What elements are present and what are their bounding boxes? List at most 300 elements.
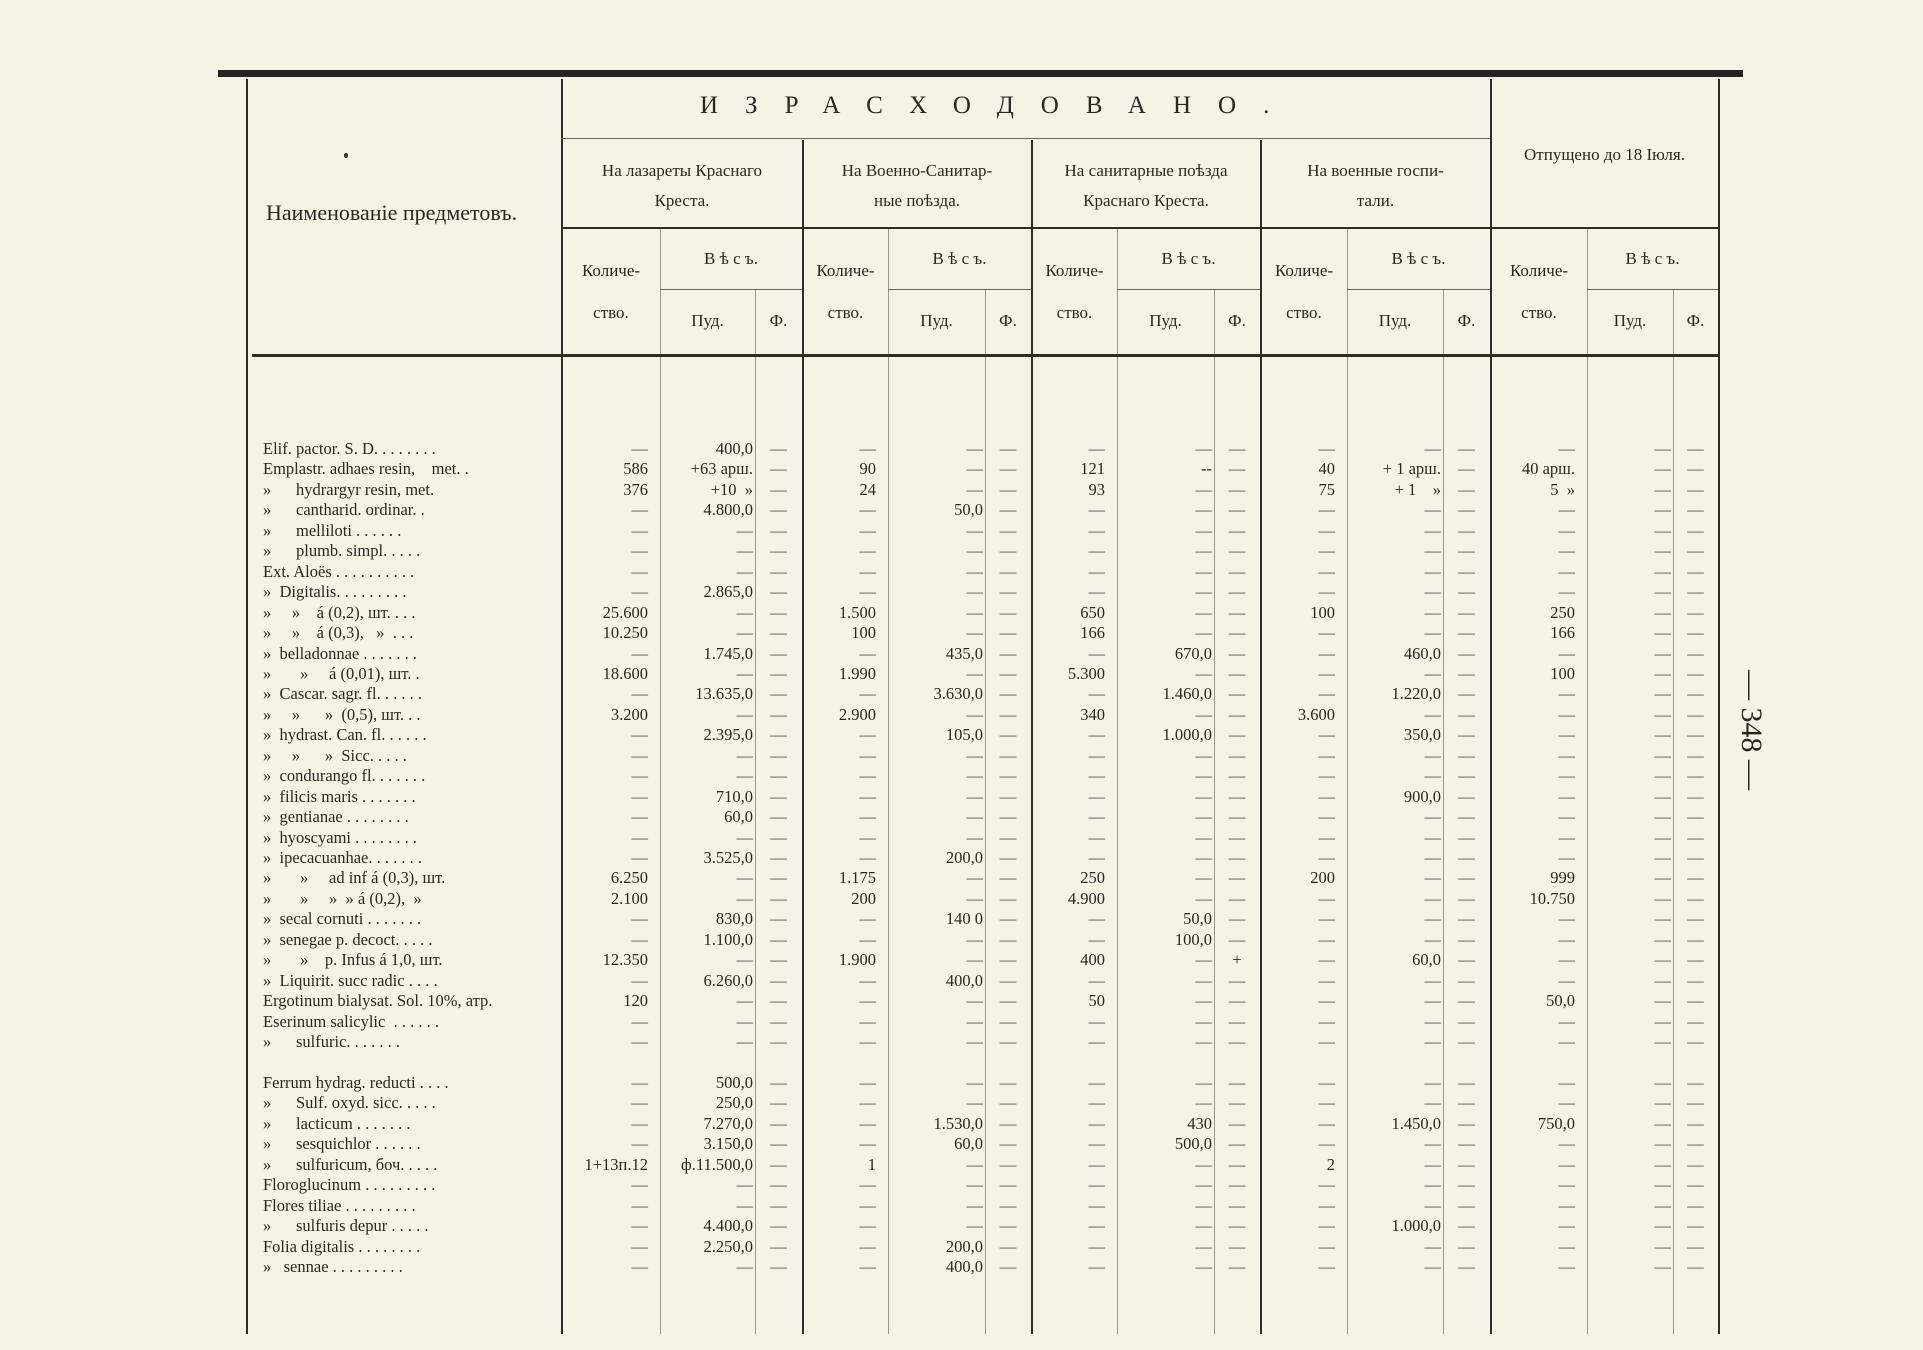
cell-value: — — [859, 991, 876, 1011]
item-name: » gentianae . . . . . . . . — [263, 807, 409, 827]
cell-value: 93 — [1088, 479, 1105, 499]
cell-value: — — [631, 1195, 648, 1215]
header-rule — [561, 138, 1490, 139]
cell-value: — — [966, 439, 983, 458]
cell-value: 250 — [1080, 868, 1105, 888]
cell-value: — — [770, 827, 787, 847]
cell-value: — — [859, 541, 876, 561]
cell-value: 4.400,0 — [703, 1216, 753, 1236]
cell-value: — — [966, 541, 983, 561]
table-row — [0, 889, 1923, 909]
cell-value: — — [1687, 561, 1704, 581]
item-name: » lacticum . . . . . . . — [263, 1113, 411, 1133]
cell-value: — — [859, 786, 876, 806]
cell-value: 200,0 — [945, 1236, 983, 1256]
cell-value: — — [999, 1072, 1017, 1092]
cell-value: — — [1424, 663, 1441, 683]
cell-value: — — [1318, 950, 1335, 970]
cell-value: — — [1195, 1216, 1212, 1236]
cell-value: — — [1687, 929, 1704, 949]
cell-value: — — [1654, 786, 1671, 806]
cell-value: — — [1318, 500, 1335, 520]
cell-value: — — [1654, 725, 1671, 745]
pud-header-4: Пуд. — [1378, 311, 1412, 330]
cell-value: — — [1654, 1093, 1671, 1113]
cell-value: — — [1424, 807, 1441, 827]
ink-dot — [344, 153, 348, 158]
cell-value: — — [859, 1093, 876, 1113]
cell-value: — — [770, 766, 787, 786]
item-name: » sesquichlor . . . . . . — [263, 1134, 421, 1154]
cell-value: — — [1228, 1236, 1246, 1256]
table-row — [0, 807, 1923, 827]
cell-value: — — [631, 745, 648, 765]
cell-value: — — [770, 1113, 787, 1133]
cell-value: — — [966, 1154, 983, 1174]
cell-value: — — [1088, 970, 1105, 990]
cell-value: 13.635,0 — [695, 684, 753, 704]
cell-value: — — [1195, 541, 1212, 561]
item-name: » » p. Infus á 1,0, шт. — [263, 950, 443, 970]
cell-value: — — [1318, 1175, 1335, 1195]
cell-value: — — [1424, 766, 1441, 786]
item-name: » » ad inf á (0,3), шт. — [263, 868, 446, 888]
cell-value: 1+13п.12 — [584, 1154, 648, 1174]
cell-value: 50,0 — [1183, 909, 1212, 929]
item-name: » filicis maris . . . . . . . — [263, 786, 416, 806]
cell-value: — — [770, 582, 787, 602]
cell-value: — — [1424, 868, 1441, 888]
cell-value: — — [1195, 663, 1212, 683]
cell-value: 376 — [623, 479, 648, 499]
cell-value: — — [1654, 1072, 1671, 1092]
group-header-4b: тали. — [1356, 191, 1395, 210]
cell-value: — — [631, 500, 648, 520]
table-row — [0, 1196, 1923, 1216]
cell-value: — — [770, 807, 787, 827]
cell-value: — — [1088, 909, 1105, 929]
item-name: Floroglucinum . . . . . . . . . — [263, 1175, 436, 1195]
qty-header-5-b: ство. — [1521, 303, 1557, 322]
cell-value: — — [1558, 541, 1575, 561]
cell-value: — — [1687, 848, 1704, 867]
cell-value: — — [1687, 909, 1704, 929]
cell-value: — — [1458, 807, 1475, 827]
cell-value: — — [1687, 582, 1704, 602]
cell-value: 100 — [1310, 602, 1335, 622]
cell-value: — — [1424, 848, 1441, 867]
cell-value: — — [1088, 1216, 1105, 1236]
cell-value: — — [631, 909, 648, 929]
cell-value: — — [1458, 1154, 1475, 1174]
cell-value: 10.750 — [1529, 888, 1575, 908]
cell-value: — — [999, 663, 1017, 683]
cell-value: — — [1195, 520, 1212, 540]
table-row — [0, 725, 1923, 745]
cell-value: — — [966, 479, 983, 499]
cell-value: — — [1458, 848, 1475, 867]
cell-value: 1.100,0 — [703, 929, 753, 949]
cell-value: — — [999, 848, 1017, 867]
cell-value: — — [1558, 1072, 1575, 1092]
cell-value: — — [1228, 1175, 1246, 1195]
cell-value: — — [999, 1195, 1017, 1215]
cell-value: — — [631, 970, 648, 990]
table-row — [0, 480, 1923, 500]
item-name: Ext. Aloës . . . . . . . . . . — [263, 561, 415, 581]
page-number: — 348 — — [1735, 670, 1768, 790]
cell-value: — — [966, 1195, 983, 1215]
cell-value: — — [1228, 1011, 1246, 1031]
item-name: » » » Sicc. . . . . — [263, 745, 407, 765]
cell-value: — — [1228, 745, 1246, 765]
cell-value: — — [859, 848, 876, 867]
cell-value: — — [736, 1032, 753, 1052]
cell-value: 1.500 — [838, 602, 876, 622]
cell-value: — — [631, 684, 648, 704]
cell-value: — — [999, 950, 1017, 970]
cell-value: — — [999, 704, 1017, 724]
cell-value: — — [770, 1072, 787, 1092]
cell-value: — — [966, 1216, 983, 1236]
cell-value: 166 — [1550, 623, 1575, 643]
cell-value: — — [1458, 520, 1475, 540]
cell-value: — — [1228, 725, 1246, 745]
qty-header-4-b: ство. — [1286, 303, 1322, 322]
cell-value: — — [1458, 459, 1475, 479]
cell-value: 1.990 — [838, 663, 876, 683]
cell-value: — — [631, 725, 648, 745]
cell-value: — — [1654, 704, 1671, 724]
cell-value: — — [1228, 1134, 1246, 1154]
cell-value: — — [1687, 827, 1704, 847]
cell-value: 1.000,0 — [1391, 1216, 1441, 1236]
cell-value: — — [1654, 991, 1671, 1011]
header-rule — [1347, 289, 1490, 290]
qty-header-1: Количе- — [581, 261, 641, 280]
cell-value: — — [736, 1257, 753, 1276]
cell-value: 100 — [851, 623, 876, 643]
cell-value: — — [1458, 704, 1475, 724]
item-name: Ferrum hydrag. reducti . . . . — [263, 1072, 449, 1092]
table-row — [0, 541, 1923, 561]
cell-value: 430 — [1187, 1113, 1212, 1133]
cell-value: — — [1654, 1175, 1671, 1195]
header-rule — [1587, 289, 1718, 290]
item-name: » » » (0,5), шт. . . — [263, 704, 421, 724]
cell-value: — — [1687, 643, 1704, 663]
item-column-header: Наименованіе предметовъ. — [266, 200, 518, 225]
cell-value: — — [999, 602, 1017, 622]
cell-value: — — [1687, 479, 1704, 499]
cell-value: — — [999, 459, 1017, 479]
item-name: » Digitalis. . . . . . . . . — [263, 582, 407, 602]
cell-value: — — [770, 991, 787, 1011]
cell-value: — — [999, 888, 1017, 908]
cell-value: — — [770, 561, 787, 581]
cell-value: — — [1088, 561, 1105, 581]
cell-value: — — [770, 1216, 787, 1236]
cell-value: — — [1687, 970, 1704, 990]
cell-value: — — [1088, 807, 1105, 827]
cell-value: — — [1318, 909, 1335, 929]
cell-value: 75 — [1318, 479, 1335, 499]
cell-value: ф.11.500,0 — [681, 1154, 753, 1174]
cell-value: — — [1424, 1134, 1441, 1154]
cell-value: — — [631, 1072, 648, 1092]
table-row — [0, 828, 1923, 848]
cell-value: — — [1195, 807, 1212, 827]
cell-value: — — [1654, 479, 1671, 499]
cell-value: — — [1318, 970, 1335, 990]
cell-value: — — [1424, 541, 1441, 561]
cell-value: — — [1687, 459, 1704, 479]
cell-value: — — [1558, 520, 1575, 540]
cell-value: — — [859, 970, 876, 990]
cell-value: — — [1654, 1236, 1671, 1256]
cell-value: — — [1654, 1113, 1671, 1133]
cell-value: — — [859, 684, 876, 704]
cell-value: — — [1195, 1032, 1212, 1052]
cell-value: — — [1088, 1236, 1105, 1256]
table-row — [0, 582, 1923, 602]
weight-header-4: В ѣ с ъ. — [1391, 249, 1446, 268]
cell-value: — — [1228, 663, 1246, 683]
cell-value: — — [1318, 807, 1335, 827]
cell-value: — — [1458, 970, 1475, 990]
cell-value: 500,0 — [1174, 1134, 1212, 1154]
cell-value: — — [1228, 561, 1246, 581]
cell-value: — — [1424, 909, 1441, 929]
cell-value: — — [1558, 1216, 1575, 1236]
cell-value: 5.300 — [1067, 663, 1105, 683]
item-name: » belladonnae . . . . . . . — [263, 643, 417, 663]
cell-value: — — [1654, 541, 1671, 561]
cell-value: 200,0 — [945, 848, 983, 867]
cell-value: — — [1088, 1032, 1105, 1052]
cell-value: — — [736, 950, 753, 970]
cell-value: — — [1088, 541, 1105, 561]
cell-value: — — [1687, 602, 1704, 622]
cell-value: — — [631, 561, 648, 581]
cell-value: — — [859, 1175, 876, 1195]
cell-value: — — [1687, 1011, 1704, 1031]
table-row — [0, 705, 1923, 725]
cell-value: — — [1458, 1236, 1475, 1256]
cell-value: — — [1654, 929, 1671, 949]
table-row — [0, 766, 1923, 786]
cell-value: 2.250,0 — [703, 1236, 753, 1256]
cell-value: — — [1654, 643, 1671, 663]
cell-value: — — [1424, 602, 1441, 622]
cell-value: — — [1458, 1195, 1475, 1215]
item-name: » plumb. simpl. . . . . — [263, 541, 421, 561]
cell-value: — — [1088, 745, 1105, 765]
cell-value: — — [1088, 1175, 1105, 1195]
cell-value: 5 » — [1550, 479, 1575, 499]
cell-value: — — [1424, 561, 1441, 581]
cell-value: — — [1687, 541, 1704, 561]
cell-value: — — [1195, 582, 1212, 602]
cell-value: — — [1558, 950, 1575, 970]
cell-value: — — [1318, 663, 1335, 683]
cell-value: 750,0 — [1537, 1113, 1575, 1133]
cell-value: — — [1228, 623, 1246, 643]
group-header-5: Отпущено до 18 Іюля. — [1524, 145, 1685, 164]
cell-value: — — [1558, 582, 1575, 602]
cell-value: — — [1318, 1134, 1335, 1154]
group-header-2a: На Военно-Санитар- — [841, 161, 993, 180]
weight-header-1: В ѣ с ъ. — [704, 249, 758, 268]
cell-value: — — [770, 663, 787, 683]
group-header-4a: На военные госпи- — [1307, 161, 1444, 180]
cell-value: — — [1654, 684, 1671, 704]
cell-value: — — [1458, 909, 1475, 929]
cell-value: 400 — [1080, 950, 1105, 970]
cell-value: — — [1458, 623, 1475, 643]
cell-value: — — [859, 745, 876, 765]
weight-header-2: В ѣ с ъ. — [932, 249, 987, 268]
cell-value: — — [1654, 745, 1671, 765]
cell-value: — — [1458, 1175, 1475, 1195]
qty-header-2: Количе- — [816, 261, 875, 280]
table-row — [0, 1032, 1923, 1052]
cell-value: — — [1424, 704, 1441, 724]
cell-value: — — [966, 827, 983, 847]
cell-value: — — [1654, 602, 1671, 622]
cell-value: — — [631, 848, 648, 867]
cell-value: — — [1318, 541, 1335, 561]
table-row — [0, 521, 1923, 541]
cell-value: — — [1424, 582, 1441, 602]
cell-value: — — [736, 888, 753, 908]
pud-header-5: Пуд. — [1613, 311, 1647, 330]
cell-value: — — [1318, 1011, 1335, 1031]
cell-value: — — [1687, 1257, 1704, 1276]
cell-value: — — [1458, 602, 1475, 622]
cell-value: — — [1458, 888, 1475, 908]
cell-value: — — [859, 561, 876, 581]
cell-value: — — [1088, 848, 1105, 867]
table-row — [0, 1093, 1923, 1113]
cell-value: — — [999, 1257, 1017, 1276]
cell-value: — — [1558, 970, 1575, 990]
table-row — [0, 1053, 1923, 1073]
cell-value: 350,0 — [1403, 725, 1441, 745]
cell-value: — — [1228, 848, 1246, 867]
cell-value: — — [1687, 1195, 1704, 1215]
cell-value: — — [736, 704, 753, 724]
cell-value: — — [1654, 1195, 1671, 1215]
cell-value: — — [999, 786, 1017, 806]
cell-value: — — [1088, 1154, 1105, 1174]
cell-value: — — [736, 827, 753, 847]
table-row — [0, 500, 1923, 520]
cell-value: — — [1558, 684, 1575, 704]
cell-value: — — [736, 623, 753, 643]
cell-value: — — [631, 1175, 648, 1195]
cell-value: — — [1195, 561, 1212, 581]
cell-value: — — [1558, 561, 1575, 581]
cell-value: — — [966, 888, 983, 908]
cell-value: — — [1558, 1093, 1575, 1113]
cell-value: — — [736, 745, 753, 765]
cell-value: — — [966, 1011, 983, 1031]
cell-value: — — [966, 623, 983, 643]
cell-value: — — [736, 520, 753, 540]
cell-value: — — [1458, 725, 1475, 745]
table-row — [0, 1257, 1923, 1277]
cell-value: — — [770, 479, 787, 499]
cell-value: — — [631, 827, 648, 847]
cell-value: +10 » — [710, 479, 753, 499]
cell-value: — — [1458, 439, 1475, 458]
cell-value: — — [1687, 950, 1704, 970]
table-row — [0, 950, 1923, 970]
item-name: » condurango fl. . . . . . . — [263, 766, 426, 786]
cell-value: — — [631, 1032, 648, 1052]
cell-value: — — [1558, 439, 1575, 458]
item-name: » secal cornuti . . . . . . . — [263, 909, 422, 929]
cell-value: — — [1195, 479, 1212, 499]
cell-value: — — [966, 663, 983, 683]
cell-value: — — [1318, 684, 1335, 704]
table-row — [0, 623, 1923, 643]
cell-value: — — [1424, 888, 1441, 908]
cell-value: — — [1654, 766, 1671, 786]
cell-value: — — [1088, 439, 1105, 458]
cell-value: — — [1424, 520, 1441, 540]
cell-value: — — [999, 766, 1017, 786]
cell-value: — — [1654, 439, 1671, 458]
cell-value: — — [631, 807, 648, 827]
cell-value: — — [999, 1154, 1017, 1174]
cell-value: — — [1654, 1134, 1671, 1154]
cell-value: — — [1424, 1011, 1441, 1031]
table-row — [0, 1175, 1923, 1195]
table-row — [0, 459, 1923, 479]
cell-value: — — [770, 500, 787, 520]
cell-value: — — [1195, 500, 1212, 520]
cell-value: — — [1195, 1195, 1212, 1215]
cell-value: — — [999, 520, 1017, 540]
cell-value: 6.250 — [610, 868, 648, 888]
cell-value: — — [1088, 1257, 1105, 1276]
cell-value: — — [966, 602, 983, 622]
cell-value: 50,0 — [954, 500, 983, 520]
cell-value: — — [859, 1236, 876, 1256]
cell-value: — — [1318, 520, 1335, 540]
item-name: » cantharid. ordinar. . — [263, 500, 425, 520]
cell-value: — — [1424, 1072, 1441, 1092]
cell-value: — — [1228, 1154, 1246, 1174]
cell-value: — — [1458, 561, 1475, 581]
cell-value: — — [1654, 1257, 1671, 1276]
header-rule — [561, 227, 1718, 229]
cell-value: — — [999, 1113, 1017, 1133]
cell-value: — — [1318, 561, 1335, 581]
table-row — [0, 1012, 1923, 1032]
weight-header-3: В ѣ с ъ. — [1161, 249, 1216, 268]
cell-value: — — [1558, 909, 1575, 929]
cell-value: — — [1318, 643, 1335, 663]
cell-value: 999 — [1550, 868, 1575, 888]
cell-value: 6.260,0 — [703, 970, 753, 990]
item-name: » » á (0,3), » . . . — [263, 623, 414, 643]
cell-value: — — [1318, 1093, 1335, 1113]
cell-value: — — [770, 868, 787, 888]
cell-value: — — [770, 643, 787, 663]
